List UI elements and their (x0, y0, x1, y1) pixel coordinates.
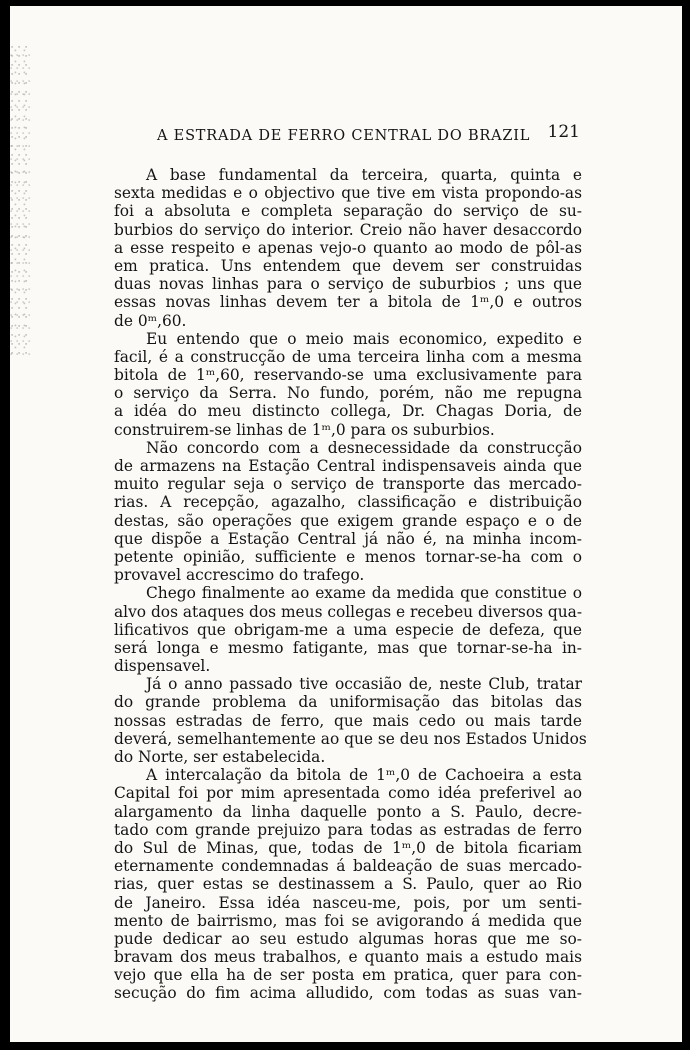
text-line: tado com grande prejuizo para todas as estradas de ferro (114, 820, 582, 839)
text-line: a esse respeito e apenas vejo-o quanto ao modo de pôl-as (114, 238, 582, 257)
text-line: destas, são operações que exigem grande espaço e o de (114, 511, 582, 530)
text-line: foi a absoluta e completa separação do serviço de su- (114, 202, 582, 221)
text-line: rias. A recepção, agazalho, classificação e distribuição (114, 493, 582, 512)
running-title: A ESTRADA DE FERRO CENTRAL DO BRAZIL (157, 128, 531, 144)
text-line: petente opinião, sufficiente e menos tornar-se-ha com o (114, 547, 582, 566)
text-line: lificativos que obrigam-me a uma especie de defeza, que (114, 620, 582, 639)
text-line: do grande problema da uniformisação das bitolas das (114, 693, 582, 712)
text-line: Não concordo com a desnecessidade da construcção (146, 438, 582, 457)
text-line: burbios do serviço do interior. Creio não haver desaccordo (114, 220, 582, 239)
text-line: deverá, semelhantemente ao que se deu nos Estados Unidos (114, 729, 587, 748)
text-line: pude dedicar ao seu estudo algumas horas que me so- (114, 929, 582, 948)
text-line: construirem-se linhas de 1ᵐ,0 para os suburbios. (114, 420, 495, 439)
text-line: alargamento da linha daquelle ponto a S. Paulo, decre- (114, 802, 582, 821)
text-line: que dispõe a Estação Central já não é, na minha incom- (114, 529, 582, 548)
text-line: bravam dos meus trabalhos, e quanto mais a estudo mais (114, 948, 582, 967)
text-line: de armazens na Estação Central indispensaveis ainda que (114, 457, 582, 475)
page-edge-specks (10, 46, 32, 356)
text-line: Eu entendo que o meio mais economico, expedito e (146, 329, 582, 348)
text-line: duas novas linhas para o serviço de suburbios ; uns que (114, 275, 582, 294)
text-line: o serviço da Serra. No fundo, porém, não me repugna (114, 384, 582, 403)
text-line: eternamente condemnadas á baldeação de suas mercado- (114, 857, 582, 876)
page-number: 121 (547, 122, 580, 142)
text-line: dispensavel. (114, 657, 211, 676)
page-header (157, 122, 582, 144)
text-line: em pratica. Uns entendem que devem ser construidas (114, 256, 582, 275)
text-line: Capital foi por mim apresentada como idéa preferivel ao (114, 784, 582, 803)
text-line: do Norte, ser estabelecida. (114, 748, 326, 766)
text-line: rias, quer estas se destinassem a S. Paulo, quer ao Rio (114, 875, 582, 894)
text-line: essas novas linhas devem ter a bitola de 1ᵐ,0 e outros (114, 293, 582, 312)
text-line: a idéa do meu distincto collega, Dr. Chagas Doria, de (114, 402, 582, 421)
text-line: será longa e mesmo fatigante, mas que tornar-se-ha in- (114, 638, 582, 657)
text-line: mento de bairrismo, mas foi se avigorando á medida que (114, 911, 582, 930)
text-line: provavel accrescimo do trafego. (114, 566, 365, 585)
text-line: de 0ᵐ,60. (114, 311, 187, 330)
body-text (114, 166, 587, 1003)
text-line: A intercalação da bitola de 1ᵐ,0 de Cachoeira a esta (146, 766, 582, 785)
text-line: secução do fim acima alludido, com todas as suas van- (114, 984, 582, 1003)
text-line: muito regular seja o serviço de transporte das mercado- (114, 475, 582, 494)
text-line: do Sul de Minas, que, todas de 1ᵐ,0 de bitola ficariam (114, 838, 582, 857)
text-line: alvo dos ataques dos meus collegas e recebeu diversos qua- (114, 602, 583, 621)
text-line: facil, é a construcção de uma terceira linha com a mesma (114, 347, 582, 366)
text-line: Chego finalmente ao exame da medida que constitue o (146, 584, 582, 603)
text-line: vejo que ella ha de ser posta em pratica, quer para con- (114, 966, 582, 985)
text-line: de Janeiro. Essa idéa nasceu-me, pois, por um senti- (114, 893, 582, 912)
text-line: Já o anno passado tive occasião de, neste Club, tratar (146, 675, 582, 694)
text-line: A base fundamental da terceira, quarta, quinta e (146, 166, 582, 184)
text-line: sexta medidas e o objectivo que tive em vista propondo-as (114, 184, 582, 203)
text-line: bitola de 1ᵐ,60, reservando-se uma exclusivamente para (114, 366, 582, 385)
book-page (10, 6, 682, 1042)
text-line: nossas estradas de ferro, que mais cedo ou mais tarde (114, 711, 582, 730)
